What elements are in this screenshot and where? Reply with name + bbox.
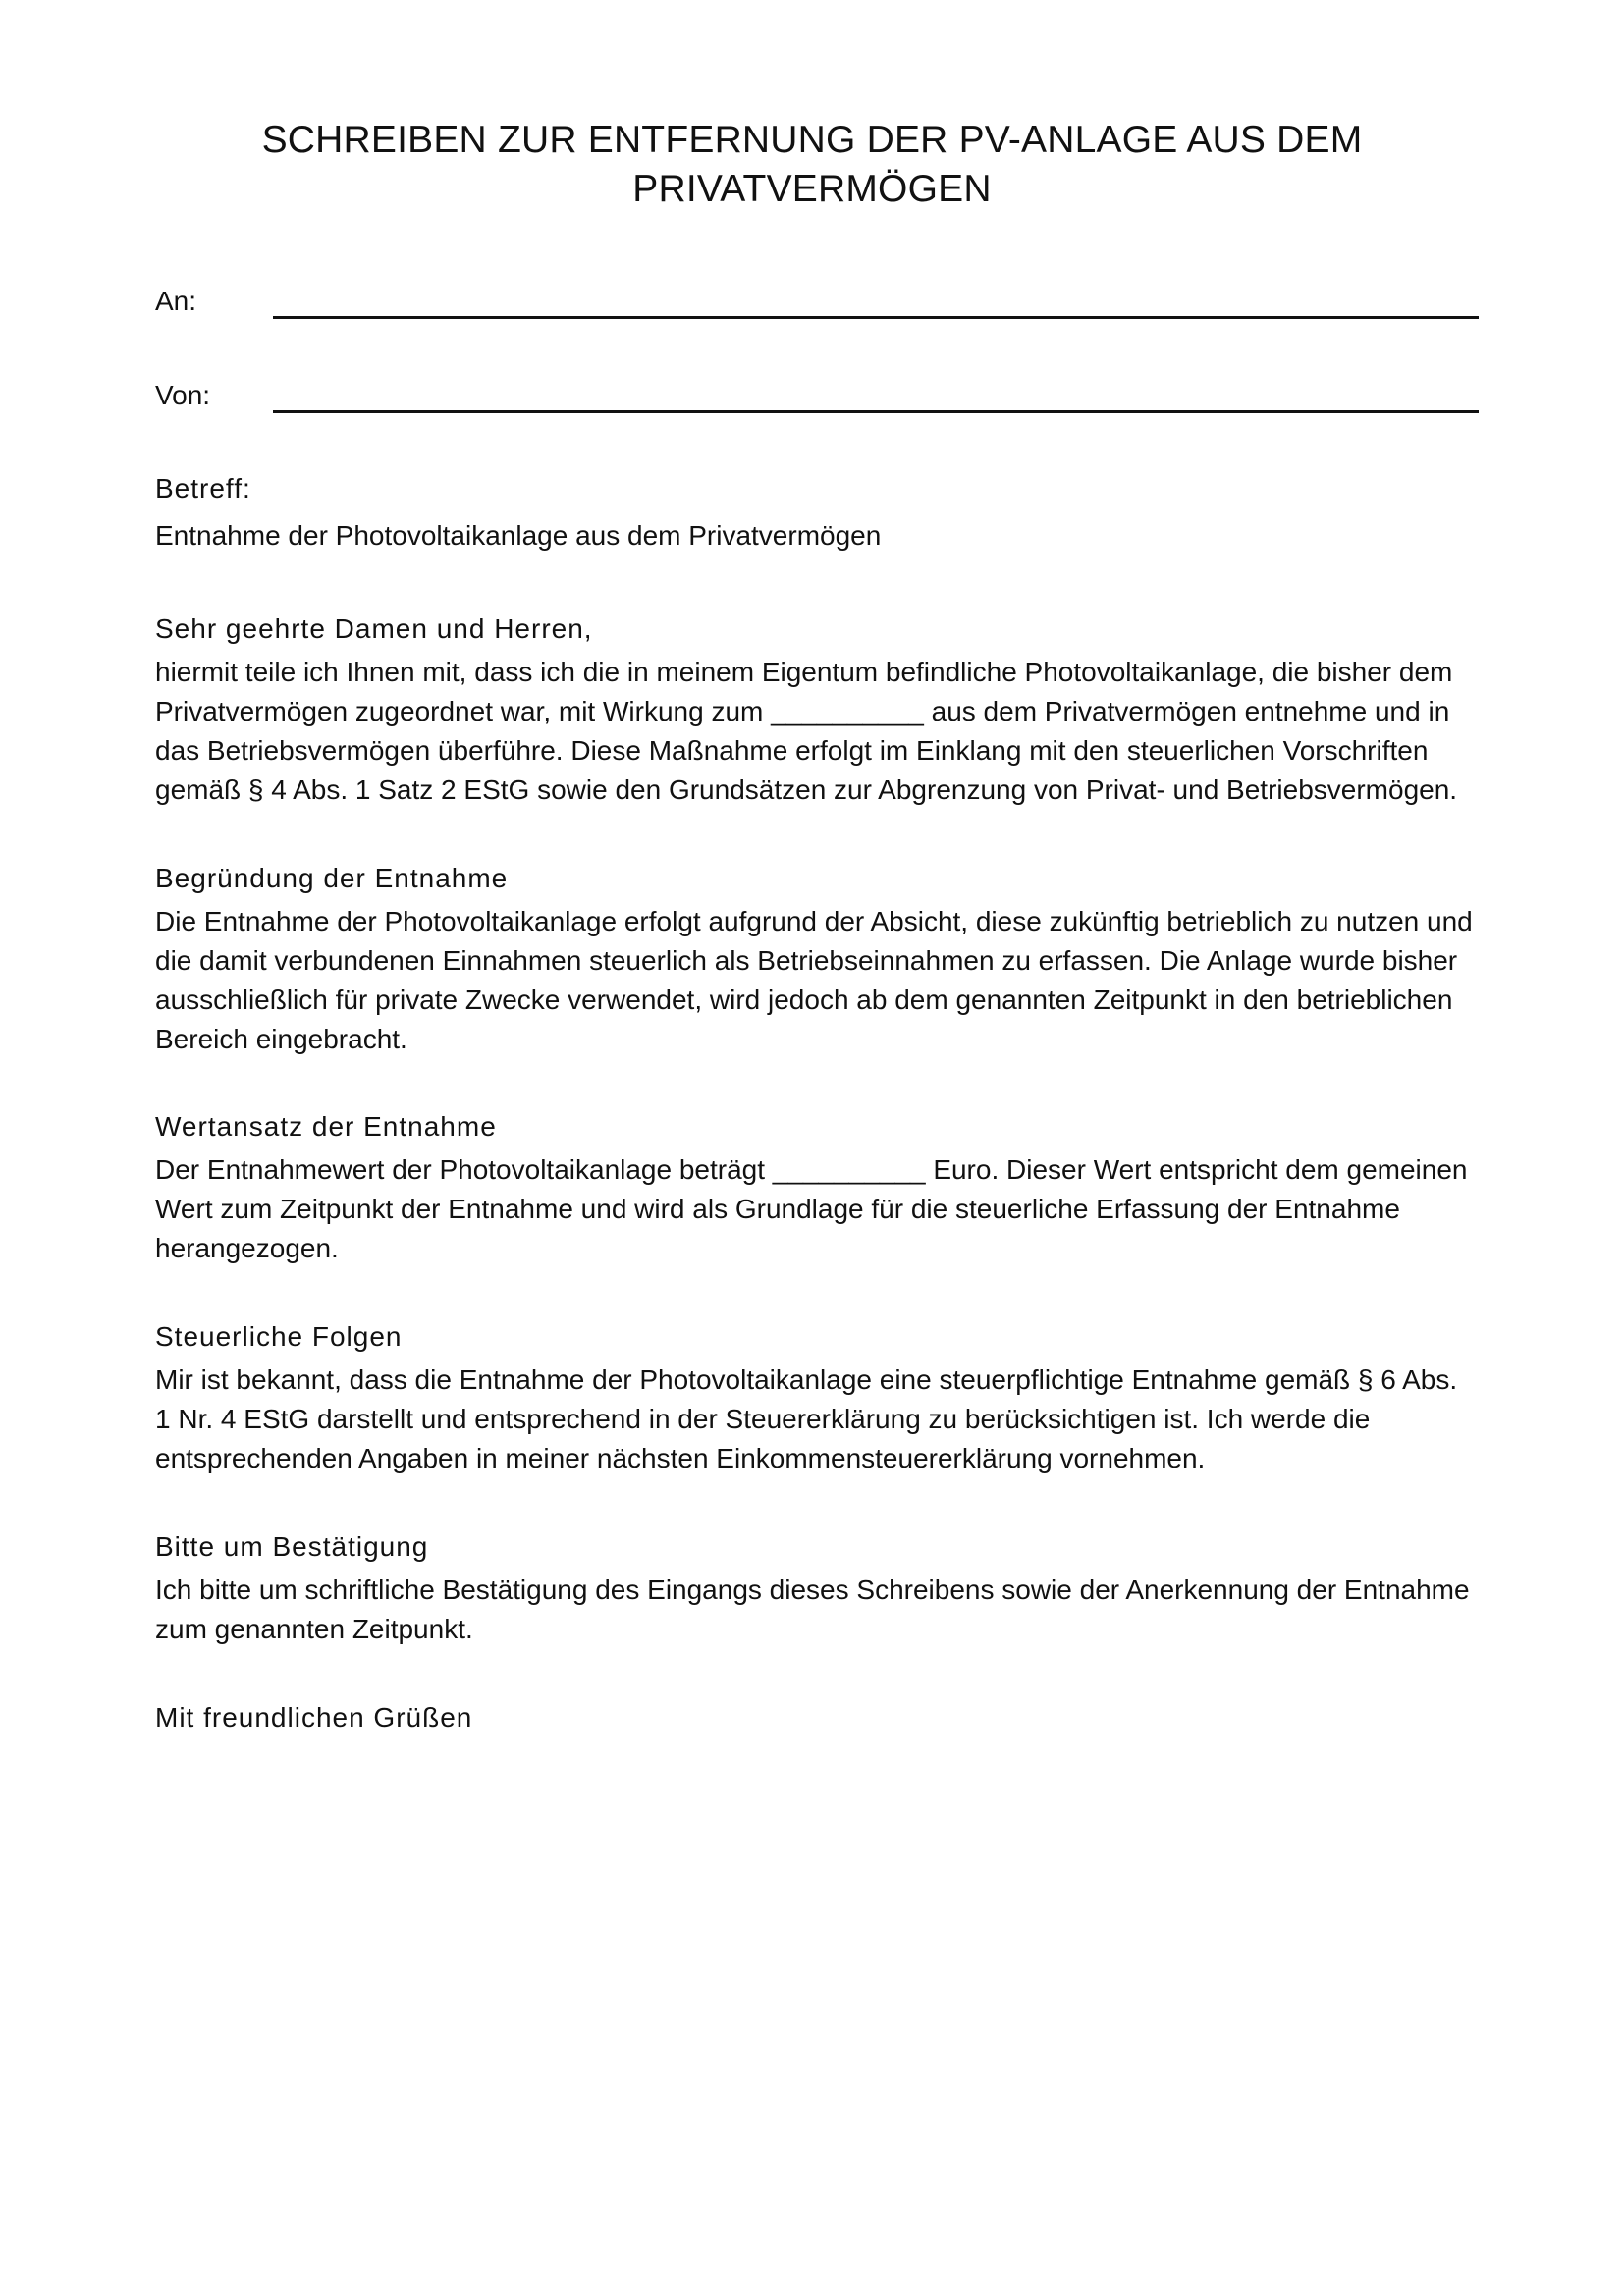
to-field-line[interactable]	[273, 316, 1479, 319]
subject-label: Betreff:	[155, 473, 251, 504]
paragraph-line: Ich bitte um schriftliche Bestätigung des Eingangs dieses Schreibens sowie der Anerkennung der Entnahme	[155, 1575, 1470, 1605]
section-paragraph-bestaetigung	[155, 1571, 1490, 1649]
paragraph-line: ausschließlich für private Zwecke verwendet, wird jedoch ab dem genannten Zeitpunkt in den betrieblichen	[155, 985, 1453, 1015]
intro-line: Privatvermögen zugeordnet war, mit Wirkung zum __________ aus dem Privatvermögen entnehme und in	[155, 696, 1450, 726]
paragraph-line: entsprechenden Angaben in meiner nächsten Einkommensteuererklärung vornehmen.	[155, 1443, 1206, 1473]
subject-text: Entnahme der Photovoltaikanlage aus dem Privatvermögen	[155, 520, 882, 551]
section-heading-wertansatz: Wertansatz der Entnahme	[155, 1111, 497, 1142]
salutation: Sehr geehrte Damen und Herren,	[155, 614, 593, 644]
paragraph-line: herangezogen.	[155, 1233, 339, 1263]
paragraph-line: 1 Nr. 4 EStG darstellt und entsprechend in der Steuererklärung zu berücksichtigen ist. Ich werde die	[155, 1404, 1371, 1434]
section-paragraph-steuerliche-folgen	[155, 1361, 1490, 1478]
paragraph-line: Wert zum Zeitpunkt der Entnahme und wird als Grundlage für die steuerliche Erfassung der Entnahme	[155, 1194, 1400, 1224]
document-title-line-2: PRIVATVERMÖGEN	[632, 168, 992, 210]
section-heading-steuerliche-folgen: Steuerliche Folgen	[155, 1321, 403, 1352]
section-paragraph-begruendung	[155, 902, 1490, 1059]
from-field-line[interactable]	[273, 410, 1479, 413]
from-label: Von:	[155, 380, 211, 410]
to-label: An:	[155, 286, 197, 316]
intro-line: gemäß § 4 Abs. 1 Satz 2 EStG sowie den Grundsätzen zur Abgrenzung von Privat- und Betriebsvermögen.	[155, 774, 1458, 805]
section-heading-begruendung: Begründung der Entnahme	[155, 863, 509, 893]
section-paragraph-wertansatz	[155, 1150, 1490, 1268]
document-title	[157, 116, 1467, 214]
paragraph-line: Bereich eingebracht.	[155, 1024, 407, 1054]
paragraph-line: die damit verbundenen Einnahmen steuerlich als Betriebseinnahmen zu erfassen. Die Anlage wurde bisher	[155, 945, 1458, 976]
intro-paragraph	[155, 653, 1490, 810]
intro-line: das Betriebsvermögen überführe. Diese Maßnahme erfolgt im Einklang mit den steuerlichen Vorschriften	[155, 735, 1429, 766]
paragraph-line: zum genannten Zeitpunkt.	[155, 1614, 473, 1644]
paragraph-line: Die Entnahme der Photovoltaikanlage erfolgt aufgrund der Absicht, diese zukünftig betrieblich zu nutzen und	[155, 906, 1473, 936]
paragraph-line: Der Entnahmewert der Photovoltaikanlage beträgt __________ Euro. Dieser Wert entspricht dem gemeinen	[155, 1154, 1468, 1185]
paragraph-line: Mir ist bekannt, dass die Entnahme der Photovoltaikanlage eine steuerpflichtige Entnahme gemäß § 6 Abs.	[155, 1364, 1458, 1395]
document-title-line-1: SCHREIBEN ZUR ENTFERNUNG DER PV-ANLAGE AUS DEM	[261, 119, 1363, 161]
closing: Mit freundlichen Grüßen	[155, 1702, 473, 1733]
section-heading-bestaetigung: Bitte um Bestätigung	[155, 1531, 429, 1562]
intro-line: hiermit teile ich Ihnen mit, dass ich die in meinem Eigentum befindliche Photovoltaikanlage, die bisher dem	[155, 657, 1453, 687]
